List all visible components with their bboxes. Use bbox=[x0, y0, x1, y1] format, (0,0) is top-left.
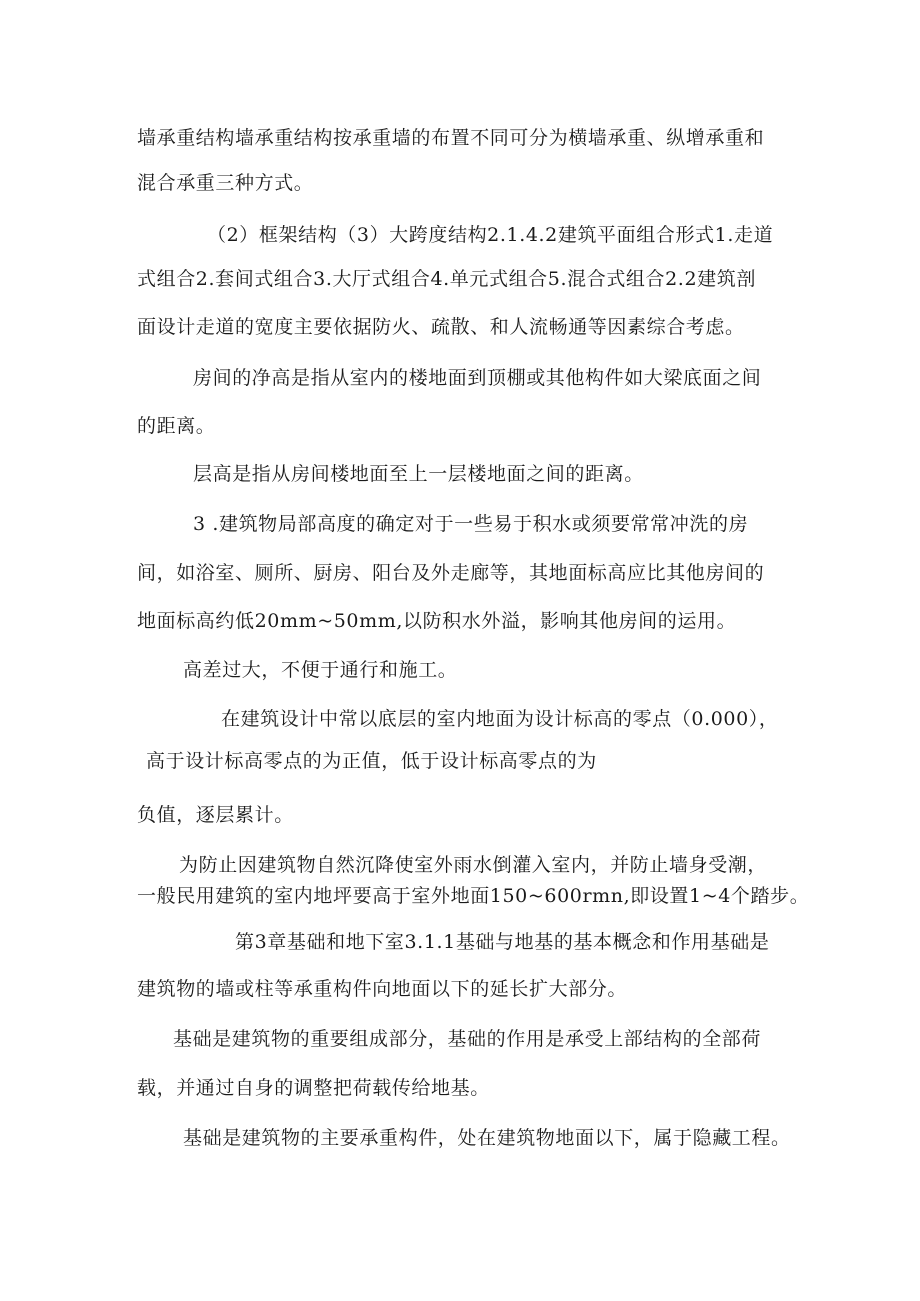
text-line: 一般民用建筑的室内地坪要高于室外地面150~600rmn,即设置1~4个踏步。 bbox=[137, 885, 810, 907]
text-line: 在建筑设计中常以底层的室内地面为设计标高的零点（0.000）， bbox=[221, 708, 779, 730]
text-line: 高差过大，不便于通行和施工。 bbox=[183, 659, 458, 681]
text-line: 间，如浴室、厕所、厨房、阳台及外走廊等，其地面标高应比其他房间的 bbox=[137, 562, 765, 584]
text-line: 混合承重三种方式。 bbox=[137, 172, 314, 194]
text-line: 高于设计标高零点的为正值，低于设计标高零点的为 bbox=[146, 750, 597, 772]
text-line: 式组合2.套间式组合3.大厅式组合4.单元式组合5.混合式组合2.2建筑剖 bbox=[137, 268, 756, 290]
text-line: 建筑物的墙或柱等承重构件向地面以下的延长扩大部分。 bbox=[137, 978, 628, 1000]
text-line: 面设计走道的宽度主要依据防火、疏散、和人流畅通等因素综合考虑。 bbox=[137, 316, 745, 338]
text-line: 基础是建筑物的重要组成部分，基础的作用是承受上部结构的全部荷 bbox=[173, 1028, 762, 1050]
text-line: （2）框架结构（3）大跨度结构2.1.4.2建筑平面组合形式1.走道 bbox=[207, 224, 774, 246]
text-line: 的距离。 bbox=[137, 415, 216, 437]
text-line: 地面标高约低20mm~50mm,以防积水外溢，影响其他房间的运用。 bbox=[137, 610, 737, 632]
text-line: 负值，逐层累计。 bbox=[137, 804, 294, 826]
text-line: 层高是指从房间楼地面至上一层楼地面之间的距离。 bbox=[193, 463, 644, 485]
text-line: 载，并通过自身的调整把荷载传给地基。 bbox=[137, 1077, 490, 1099]
text-line: 基础是建筑物的主要承重构件，处在建筑物地面以下，属于隐藏工程。 bbox=[183, 1127, 791, 1149]
text-line: 房间的净高是指从室内的楼地面到顶棚或其他构件如大梁底面之间 bbox=[193, 367, 762, 389]
text-line: 为防止因建筑物自然沉降使室外雨水倒灌入室内，并防止墙身受潮， bbox=[179, 854, 768, 876]
text-line: 3 .建筑物局部高度的确定对于一些易于积水或须要常常冲洗的房 bbox=[193, 513, 749, 535]
text-line: 第3章基础和地下室3.1.1基础与地基的基本概念和作用基础是 bbox=[235, 931, 770, 953]
text-line: 墙承重结构墙承重结构按承重墙的布置不同可分为横墙承重、纵增承重和 bbox=[137, 127, 765, 149]
